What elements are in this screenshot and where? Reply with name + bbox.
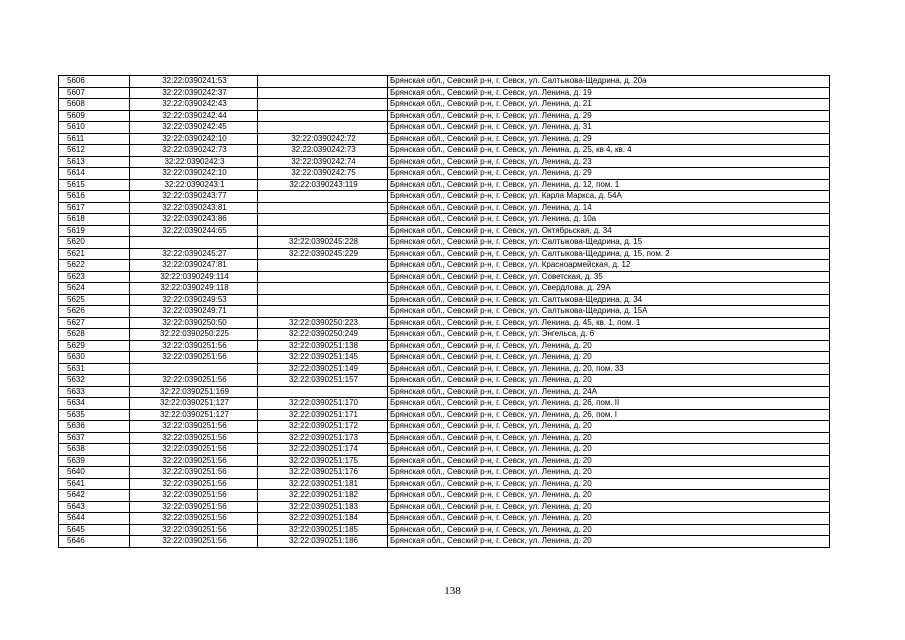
address-cell: Брянская обл., Севский р-н, г. Севск, ул. Ленина, д. 45, кв. 1, пом. 1: [388, 317, 830, 329]
object-cadastral-number-cell: 32:22:0390251:184: [258, 513, 388, 525]
table-row: [59, 340, 830, 352]
table-body: [59, 76, 830, 548]
address-cell: Брянская обл., Севский р-н, г. Севск, ул. Октябрьская, д. 34: [388, 225, 830, 237]
address-cell: Брянская обл., Севский р-н, г. Севск, ул. Ленина, д. 20: [388, 352, 830, 364]
cadastral-number-cell: 32:22:0390242:45: [130, 122, 258, 134]
object-cadastral-number-cell: [258, 191, 388, 203]
object-cadastral-number-cell: [258, 202, 388, 214]
row-number-cell: 5609: [59, 110, 130, 122]
cadastral-number-cell: 32:22:0390251:56: [130, 467, 258, 479]
cadastral-number-cell: 32:22:0390242:10: [130, 168, 258, 180]
row-number-cell: 5637: [59, 432, 130, 444]
address-cell: Брянская обл., Севский р-н, г. Севск, ул. Салтыкова-Щедрина, д. 15, пом. 2: [388, 248, 830, 260]
table-row: [59, 133, 830, 145]
address-cell: Брянская обл., Севский р-н, г. Севск, ул. Советская, д. 35: [388, 271, 830, 283]
object-cadastral-number-cell: 32:22:0390251:175: [258, 455, 388, 467]
object-cadastral-number-cell: [258, 225, 388, 237]
address-cell: Брянская обл., Севский р-н, г. Севск, ул. Ленина, д. 20: [388, 478, 830, 490]
table-row: [59, 306, 830, 318]
cadastral-number-cell: 32:22:0390249:118: [130, 283, 258, 295]
address-cell: Брянская обл., Севский р-н, г. Севск, ул. Ленина, д. 26, пом. II: [388, 398, 830, 410]
object-cadastral-number-cell: [258, 87, 388, 99]
table-row: [59, 156, 830, 168]
address-cell: Брянская обл., Севский р-н, г. Севск, ул. Энгельса, д. 6: [388, 329, 830, 341]
object-cadastral-number-cell: 32:22:0390251:174: [258, 444, 388, 456]
object-cadastral-number-cell: [258, 122, 388, 134]
row-number-cell: 5612: [59, 145, 130, 157]
address-cell: Брянская обл., Севский р-н, г. Севск, ул. Ленина, д. 20: [388, 513, 830, 525]
address-cell: Брянская обл., Севский р-н, г. Севск, ул. Ленина, д. 20: [388, 455, 830, 467]
row-number-cell: 5626: [59, 306, 130, 318]
object-cadastral-number-cell: [258, 260, 388, 272]
address-cell: Брянская обл., Севский р-н, г. Севск, ул. Салтыкова-Щедрина, д. 15А: [388, 306, 830, 318]
row-number-cell: 5633: [59, 386, 130, 398]
row-number-cell: 5642: [59, 490, 130, 502]
table-row: [59, 467, 830, 479]
object-cadastral-number-cell: [258, 271, 388, 283]
cadastral-number-cell: 32:22:0390247:81: [130, 260, 258, 272]
table-row: [59, 398, 830, 410]
cadastral-number-cell: 32:22:0390251:56: [130, 375, 258, 387]
table-row: [59, 271, 830, 283]
table-row: [59, 524, 830, 536]
row-number-cell: 5610: [59, 122, 130, 134]
address-cell: Брянская обл., Севский р-н, г. Севск, ул. Ленина, д. 20: [388, 501, 830, 513]
address-cell: Брянская обл., Севский р-н, г. Севск, ул. Ленина, д. 20, пом. 33: [388, 363, 830, 375]
address-cell: Брянская обл., Севский р-н, г. Севск, ул. Ленина, д. 20: [388, 467, 830, 479]
object-cadastral-number-cell: 32:22:0390251:172: [258, 421, 388, 433]
cadastral-number-cell: 32:22:0390250:225: [130, 329, 258, 341]
object-cadastral-number-cell: 32:22:0390250:223: [258, 317, 388, 329]
table-row: [59, 202, 830, 214]
row-number-cell: 5607: [59, 87, 130, 99]
cadastral-number-cell: 32:22:0390251:127: [130, 409, 258, 421]
cadastral-number-cell: 32:22:0390242:43: [130, 99, 258, 111]
address-cell: Брянская обл., Севский р-н, г. Севск, ул. Карла Маркса, д. 54А: [388, 191, 830, 203]
table-row: [59, 283, 830, 295]
table-row: [59, 317, 830, 329]
address-cell: Брянская обл., Севский р-н, г. Севск, ул. Ленина, д. 29: [388, 168, 830, 180]
table-row: [59, 191, 830, 203]
address-cell: Брянская обл., Севский р-н, г. Севск, ул. Ленина, д. 25, кв 4, кв. 4: [388, 145, 830, 157]
row-number-cell: 5617: [59, 202, 130, 214]
table-row: [59, 122, 830, 134]
cadastral-number-cell: 32:22:0390251:56: [130, 455, 258, 467]
table-row: [59, 225, 830, 237]
row-number-cell: 5618: [59, 214, 130, 226]
object-cadastral-number-cell: 32:22:0390251:157: [258, 375, 388, 387]
row-number-cell: 5613: [59, 156, 130, 168]
object-cadastral-number-cell: 32:22:0390251:145: [258, 352, 388, 364]
object-cadastral-number-cell: [258, 214, 388, 226]
address-cell: Брянская обл., Севский р-н, г. Севск, ул. Ленина, д. 10а: [388, 214, 830, 226]
property-registry-table: [58, 75, 830, 548]
table-row: [59, 179, 830, 191]
cadastral-number-cell: 32:22:0390245:27: [130, 248, 258, 260]
table-row: [59, 478, 830, 490]
row-number-cell: 5632: [59, 375, 130, 387]
cadastral-number-cell: 32:22:0390243:81: [130, 202, 258, 214]
cadastral-number-cell: 32:22:0390242:3: [130, 156, 258, 168]
cadastral-number-cell: 32:22:0390250:50: [130, 317, 258, 329]
object-cadastral-number-cell: [258, 294, 388, 306]
address-cell: Брянская обл., Севский р-н, г. Севск, ул. Ленина, д. 29: [388, 133, 830, 145]
row-number-cell: 5630: [59, 352, 130, 364]
row-number-cell: 5615: [59, 179, 130, 191]
row-number-cell: 5606: [59, 76, 130, 88]
table-row: [59, 501, 830, 513]
object-cadastral-number-cell: 32:22:0390242:73: [258, 145, 388, 157]
row-number-cell: 5629: [59, 340, 130, 352]
object-cadastral-number-cell: 32:22:0390251:138: [258, 340, 388, 352]
table-row: [59, 432, 830, 444]
table-row: [59, 352, 830, 364]
object-cadastral-number-cell: 32:22:0390245:229: [258, 248, 388, 260]
table-row: [59, 536, 830, 548]
object-cadastral-number-cell: 32:22:0390250:249: [258, 329, 388, 341]
row-number-cell: 5624: [59, 283, 130, 295]
cadastral-number-cell: 32:22:0390251:56: [130, 340, 258, 352]
cadastral-number-cell: 32:22:0390251:56: [130, 490, 258, 502]
table-row: [59, 99, 830, 111]
address-cell: Брянская обл., Севский р-н, г. Севск, ул. Ленина, д. 20: [388, 432, 830, 444]
row-number-cell: 5639: [59, 455, 130, 467]
object-cadastral-number-cell: [258, 386, 388, 398]
object-cadastral-number-cell: 32:22:0390251:182: [258, 490, 388, 502]
object-cadastral-number-cell: 32:22:0390251:149: [258, 363, 388, 375]
row-number-cell: 5636: [59, 421, 130, 433]
row-number-cell: 5628: [59, 329, 130, 341]
object-cadastral-number-cell: 32:22:0390242:72: [258, 133, 388, 145]
row-number-cell: 5641: [59, 478, 130, 490]
object-cadastral-number-cell: 32:22:0390251:171: [258, 409, 388, 421]
object-cadastral-number-cell: [258, 306, 388, 318]
row-number-cell: 5614: [59, 168, 130, 180]
row-number-cell: 5622: [59, 260, 130, 272]
cadastral-number-cell: 32:22:0390251:169: [130, 386, 258, 398]
table-row: [59, 214, 830, 226]
cadastral-number-cell: 32:22:0390249:71: [130, 306, 258, 318]
row-number-cell: 5645: [59, 524, 130, 536]
cadastral-number-cell: 32:22:0390243:1: [130, 179, 258, 191]
object-cadastral-number-cell: 32:22:0390251:170: [258, 398, 388, 410]
table-row: [59, 294, 830, 306]
table-row: [59, 110, 830, 122]
address-cell: Брянская обл., Севский р-н, г. Севск, ул. Салтыкова-Щедрина, д. 34: [388, 294, 830, 306]
table-row: [59, 386, 830, 398]
row-number-cell: 5643: [59, 501, 130, 513]
cadastral-number-cell: 32:22:0390251:56: [130, 421, 258, 433]
object-cadastral-number-cell: 32:22:0390251:181: [258, 478, 388, 490]
table-row: [59, 76, 830, 88]
cadastral-number-cell: 32:22:0390244:65: [130, 225, 258, 237]
table-row: [59, 87, 830, 99]
address-cell: Брянская обл., Севский р-н, г. Севск, ул. Салтыкова-Щедрина, д. 20а: [388, 76, 830, 88]
row-number-cell: 5638: [59, 444, 130, 456]
table-row: [59, 237, 830, 249]
object-cadastral-number-cell: 32:22:0390243:119: [258, 179, 388, 191]
row-number-cell: 5634: [59, 398, 130, 410]
row-number-cell: 5623: [59, 271, 130, 283]
table-row: [59, 248, 830, 260]
table-row: [59, 421, 830, 433]
row-number-cell: 5625: [59, 294, 130, 306]
object-cadastral-number-cell: [258, 76, 388, 88]
table-row: [59, 490, 830, 502]
address-cell: Брянская обл., Севский р-н, г. Севск, ул. Ленина, д. 20: [388, 524, 830, 536]
row-number-cell: 5619: [59, 225, 130, 237]
cadastral-number-cell: 32:22:0390242:73: [130, 145, 258, 157]
address-cell: Брянская обл., Севский р-н, г. Севск, ул. Ленина, д. 20: [388, 490, 830, 502]
row-number-cell: 5644: [59, 513, 130, 525]
cadastral-number-cell: 32:22:0390251:56: [130, 444, 258, 456]
cadastral-number-cell: 32:22:0390251:56: [130, 478, 258, 490]
address-cell: Брянская обл., Севский р-н, г. Севск, ул. Ленина, д. 29: [388, 110, 830, 122]
cadastral-number-cell: 32:22:0390251:56: [130, 513, 258, 525]
address-cell: Брянская обл., Севский р-н, г. Севск, ул. Свердлова, д. 29А: [388, 283, 830, 295]
address-cell: Брянская обл., Севский р-н, г. Севск, ул. Ленина, д. 20: [388, 536, 830, 548]
table-row: [59, 260, 830, 272]
address-cell: Брянская обл., Севский р-н, г. Севск, ул. Ленина, д. 20: [388, 444, 830, 456]
row-number-cell: 5631: [59, 363, 130, 375]
address-cell: Брянская обл., Севский р-н, г. Севск, ул. Ленина, д. 14: [388, 202, 830, 214]
cadastral-number-cell: [130, 363, 258, 375]
row-number-cell: 5620: [59, 237, 130, 249]
object-cadastral-number-cell: 32:22:0390251:185: [258, 524, 388, 536]
page-number: 138: [444, 585, 461, 597]
object-cadastral-number-cell: 32:22:0390242:75: [258, 168, 388, 180]
table-row: [59, 444, 830, 456]
address-cell: Брянская обл., Севский р-н, г. Севск, ул. Ленина, д. 20: [388, 340, 830, 352]
address-cell: Брянская обл., Севский р-н, г. Севск, ул. Салтыкова-Щедрина, д. 15: [388, 237, 830, 249]
address-cell: Брянская обл., Севский р-н, г. Севск, ул. Ленина, д. 23: [388, 156, 830, 168]
address-cell: Брянская обл., Севский р-н, г. Севск, ул. Ленина, д. 21: [388, 99, 830, 111]
object-cadastral-number-cell: [258, 283, 388, 295]
object-cadastral-number-cell: [258, 99, 388, 111]
address-cell: Брянская обл., Севский р-н, г. Севск, ул. Ленина, д. 20: [388, 421, 830, 433]
cadastral-number-cell: 32:22:0390242:10: [130, 133, 258, 145]
address-cell: Брянская обл., Севский р-н, г. Севск, ул. Ленина, д. 24А: [388, 386, 830, 398]
object-cadastral-number-cell: 32:22:0390242:74: [258, 156, 388, 168]
table-row: [59, 168, 830, 180]
cadastral-number-cell: 32:22:0390249:114: [130, 271, 258, 283]
row-number-cell: 5646: [59, 536, 130, 548]
address-cell: Брянская обл., Севский р-н, г. Севск, ул. Ленина, д. 20: [388, 375, 830, 387]
cadastral-number-cell: 32:22:0390249:53: [130, 294, 258, 306]
address-cell: Брянская обл., Севский р-н, г. Севск, ул. Ленина, д. 31: [388, 122, 830, 134]
row-number-cell: 5608: [59, 99, 130, 111]
address-cell: Брянская обл., Севский р-н, г. Севск, ул. Ленина, д. 12, пом. 1: [388, 179, 830, 191]
address-cell: Брянская обл., Севский р-н, г. Севск, ул. Ленина, д. 19: [388, 87, 830, 99]
address-cell: Брянская обл., Севский р-н, г. Севск, ул. Ленина, д. 26, пом. I: [388, 409, 830, 421]
object-cadastral-number-cell: 32:22:0390251:173: [258, 432, 388, 444]
row-number-cell: 5616: [59, 191, 130, 203]
table-row: [59, 455, 830, 467]
table-row: [59, 145, 830, 157]
address-cell: Брянская обл., Севский р-н, г. Севск, ул. Красноармейская, д. 12: [388, 260, 830, 272]
cadastral-number-cell: 32:22:0390243:86: [130, 214, 258, 226]
table-row: [59, 375, 830, 387]
row-number-cell: 5635: [59, 409, 130, 421]
row-number-cell: 5627: [59, 317, 130, 329]
object-cadastral-number-cell: [258, 110, 388, 122]
cadastral-number-cell: 32:22:0390242:37: [130, 87, 258, 99]
row-number-cell: 5640: [59, 467, 130, 479]
object-cadastral-number-cell: 32:22:0390245:228: [258, 237, 388, 249]
cadastral-number-cell: 32:22:0390251:56: [130, 536, 258, 548]
cadastral-number-cell: [130, 237, 258, 249]
cadastral-number-cell: 32:22:0390251:56: [130, 501, 258, 513]
cadastral-number-cell: 32:22:0390251:127: [130, 398, 258, 410]
table-row: [59, 409, 830, 421]
cadastral-number-cell: 32:22:0390241:53: [130, 76, 258, 88]
table-row: [59, 363, 830, 375]
row-number-cell: 5611: [59, 133, 130, 145]
cadastral-number-cell: 32:22:0390243:77: [130, 191, 258, 203]
row-number-cell: 5621: [59, 248, 130, 260]
cadastral-number-cell: 32:22:0390251:56: [130, 432, 258, 444]
table-row: [59, 329, 830, 341]
cadastral-number-cell: 32:22:0390251:56: [130, 352, 258, 364]
cadastral-number-cell: 32:22:0390242:44: [130, 110, 258, 122]
object-cadastral-number-cell: 32:22:0390251:186: [258, 536, 388, 548]
object-cadastral-number-cell: 32:22:0390251:183: [258, 501, 388, 513]
object-cadastral-number-cell: 32:22:0390251:176: [258, 467, 388, 479]
table-row: [59, 513, 830, 525]
cadastral-number-cell: 32:22:0390251:56: [130, 524, 258, 536]
